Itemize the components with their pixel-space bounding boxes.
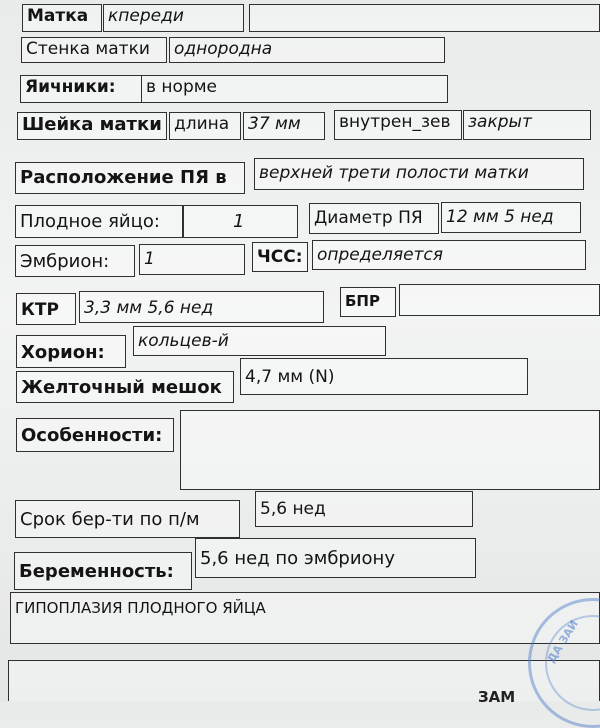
features-label: Особенности:: [16, 418, 174, 452]
crl-value: 3,3 мм 5,6 нед: [79, 291, 324, 323]
gestational-sac-label: Плодное яйцо:: [15, 205, 183, 238]
heart-rate-label: ЧСС:: [252, 242, 308, 272]
embryo-label: Эмбрион:: [15, 245, 135, 277]
term-lmp-label: Срок бер-ти по п/м: [15, 500, 240, 538]
features-value: [180, 410, 600, 490]
yolk-sac-value: 4,7 мм (N): [240, 358, 528, 395]
gs-diameter-label: Диаметр ПЯ: [309, 203, 439, 234]
bpd-label: БПР: [340, 287, 396, 317]
uterus-extra-field: [249, 4, 600, 32]
chorion-value: кольцев-й: [133, 326, 386, 356]
gs-location-label: Расположение ПЯ в: [15, 162, 245, 194]
crl-label: КТР: [16, 293, 76, 325]
cervix-length-value: 37 мм: [243, 112, 325, 140]
uterus-label: Матка: [22, 4, 102, 32]
bpd-value: [399, 284, 600, 316]
cervix-os-value: закрыт: [463, 110, 591, 140]
embryo-value: 1: [139, 244, 245, 275]
chorion-label: Хорион:: [16, 335, 126, 368]
term-lmp-value: 5,6 нед: [255, 491, 473, 527]
bottom-edge-text: ЗАМ: [478, 688, 516, 706]
cervix-os-label: внутрен_зев: [334, 110, 462, 140]
uterus-value: кпереди: [103, 4, 244, 32]
uterine-wall-value: однородна: [169, 37, 445, 63]
cervix-label: Шейка матки: [17, 112, 167, 140]
heart-rate-value: определяется: [312, 240, 586, 270]
gestational-sac-value: 1: [183, 205, 298, 238]
yolk-sac-label: Желточный мешок: [16, 371, 234, 403]
ovaries-label: Яичники:: [20, 75, 142, 103]
cervix-length-label: длина: [169, 112, 241, 140]
pregnancy-label: Беременность:: [14, 552, 192, 590]
conclusion: ГИПОПЛАЗИЯ ПЛОДНОГО ЯЙЦА: [10, 592, 600, 644]
ovaries-value: в норме: [141, 75, 448, 103]
gs-location-value: верхней трети полости матки: [254, 158, 584, 190]
uterine-wall-label: Стенка матки: [21, 37, 167, 63]
pregnancy-value: 5,6 нед по эмбриону: [195, 538, 476, 578]
stamp-text: ДА ЗАИ: [544, 617, 581, 666]
gs-diameter-value: 12 мм 5 нед: [441, 202, 581, 233]
